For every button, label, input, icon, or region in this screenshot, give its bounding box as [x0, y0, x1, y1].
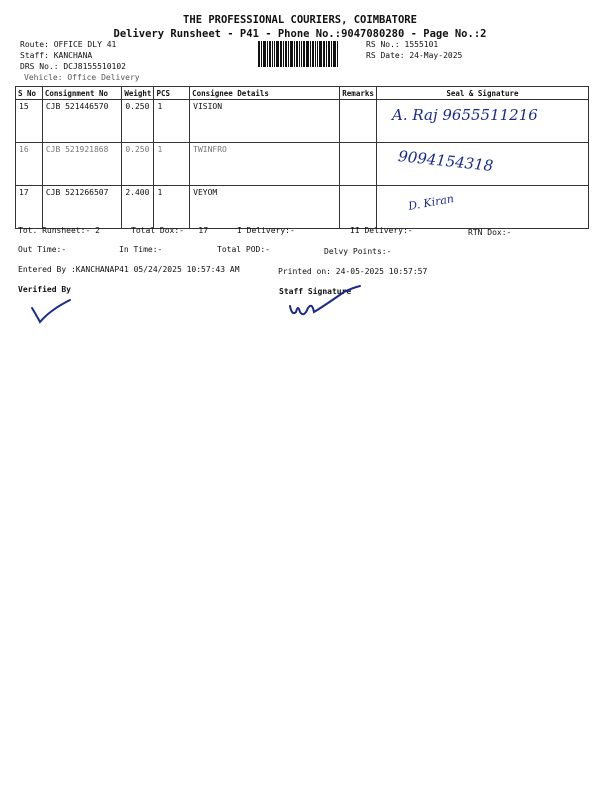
out-time: Out Time:-: [18, 245, 67, 254]
handwritten-signature-3: D. Kiran: [407, 192, 455, 213]
rtn-dox: RTN Dox:-: [468, 228, 512, 237]
handwritten-signature-1: A. Raj 9655511216: [392, 106, 538, 124]
cell-sno: 16: [16, 143, 43, 186]
rs-number: RS No.: 1555101: [366, 40, 439, 49]
cell-consignment: CJB 521446570: [42, 100, 122, 143]
total-pod: Total POD:-: [217, 245, 270, 254]
col-weight: Weight: [122, 87, 154, 100]
staff-signature-label: Staff Signature: [279, 287, 352, 296]
rs-date: RS Date: 24-May-2025: [366, 51, 463, 60]
cell-consignment: CJB 521266507: [42, 186, 122, 229]
printed-on: Printed on: 24-05-2025 10:57:57: [278, 267, 428, 276]
delvy-points: Delvy Points:-: [324, 247, 392, 256]
table-row: [16, 186, 589, 229]
vehicle: Vehicle: Office Delivery: [24, 73, 140, 82]
cell-remarks: [340, 100, 377, 143]
cell-pcs: 1: [154, 186, 190, 229]
cell-consignee: VEYOM: [190, 186, 340, 229]
tot-runsheet: Tot. Runsheet:- 2: [18, 226, 100, 235]
runsheet-title: Delivery Runsheet - P41 - Phone No.:9047080280 - Page No.:2: [113, 28, 487, 40]
cell-weight: 0.250: [122, 100, 154, 143]
route: Route: OFFICE DLY 41: [20, 40, 117, 49]
staff-signature-mark: [284, 282, 364, 324]
cell-consignee: TWINFRO: [190, 143, 340, 186]
company-name: THE PROFESSIONAL COURIERS, COIMBATORE: [183, 14, 417, 26]
table-header-row: [16, 87, 589, 100]
verified-by-label: Verified By: [18, 285, 71, 294]
col-sno: S No: [16, 87, 43, 100]
entered-by: Entered By :KANCHANAP41 05/24/2025 10:57:43 AM: [18, 265, 240, 274]
drs-number: DRS No.: DCJ8155510102: [20, 62, 126, 71]
ii-delivery: II Delivery:-: [350, 226, 413, 235]
cell-pcs: 1: [154, 100, 190, 143]
col-consignment: Consignment No: [42, 87, 122, 100]
cell-sno: 17: [16, 186, 43, 229]
handwritten-signature-2: 9094154318: [397, 147, 495, 175]
cell-weight: 0.250: [122, 143, 154, 186]
cell-remarks: [340, 186, 377, 229]
cell-remarks: [340, 143, 377, 186]
cell-sno: 15: [16, 100, 43, 143]
in-time: In Time:-: [119, 245, 163, 254]
i-delivery: I Delivery:-: [237, 226, 295, 235]
col-consignee: Consignee Details: [190, 87, 340, 100]
total-dox: Total Dox:- 17: [131, 226, 209, 235]
cell-consignment: CJB 521921868: [42, 143, 122, 186]
cell-weight: 2.400: [122, 186, 154, 229]
col-remarks: Remarks: [340, 87, 377, 100]
col-signature: Seal & Signature: [376, 87, 588, 100]
cell-pcs: 1: [154, 143, 190, 186]
barcode: [258, 41, 350, 67]
cell-consignee: VISION: [190, 100, 340, 143]
verified-signature-mark: [28, 296, 78, 326]
col-pcs: PCS: [154, 87, 190, 100]
table-row: [16, 143, 589, 186]
staff: Staff: KANCHANA: [20, 51, 93, 60]
